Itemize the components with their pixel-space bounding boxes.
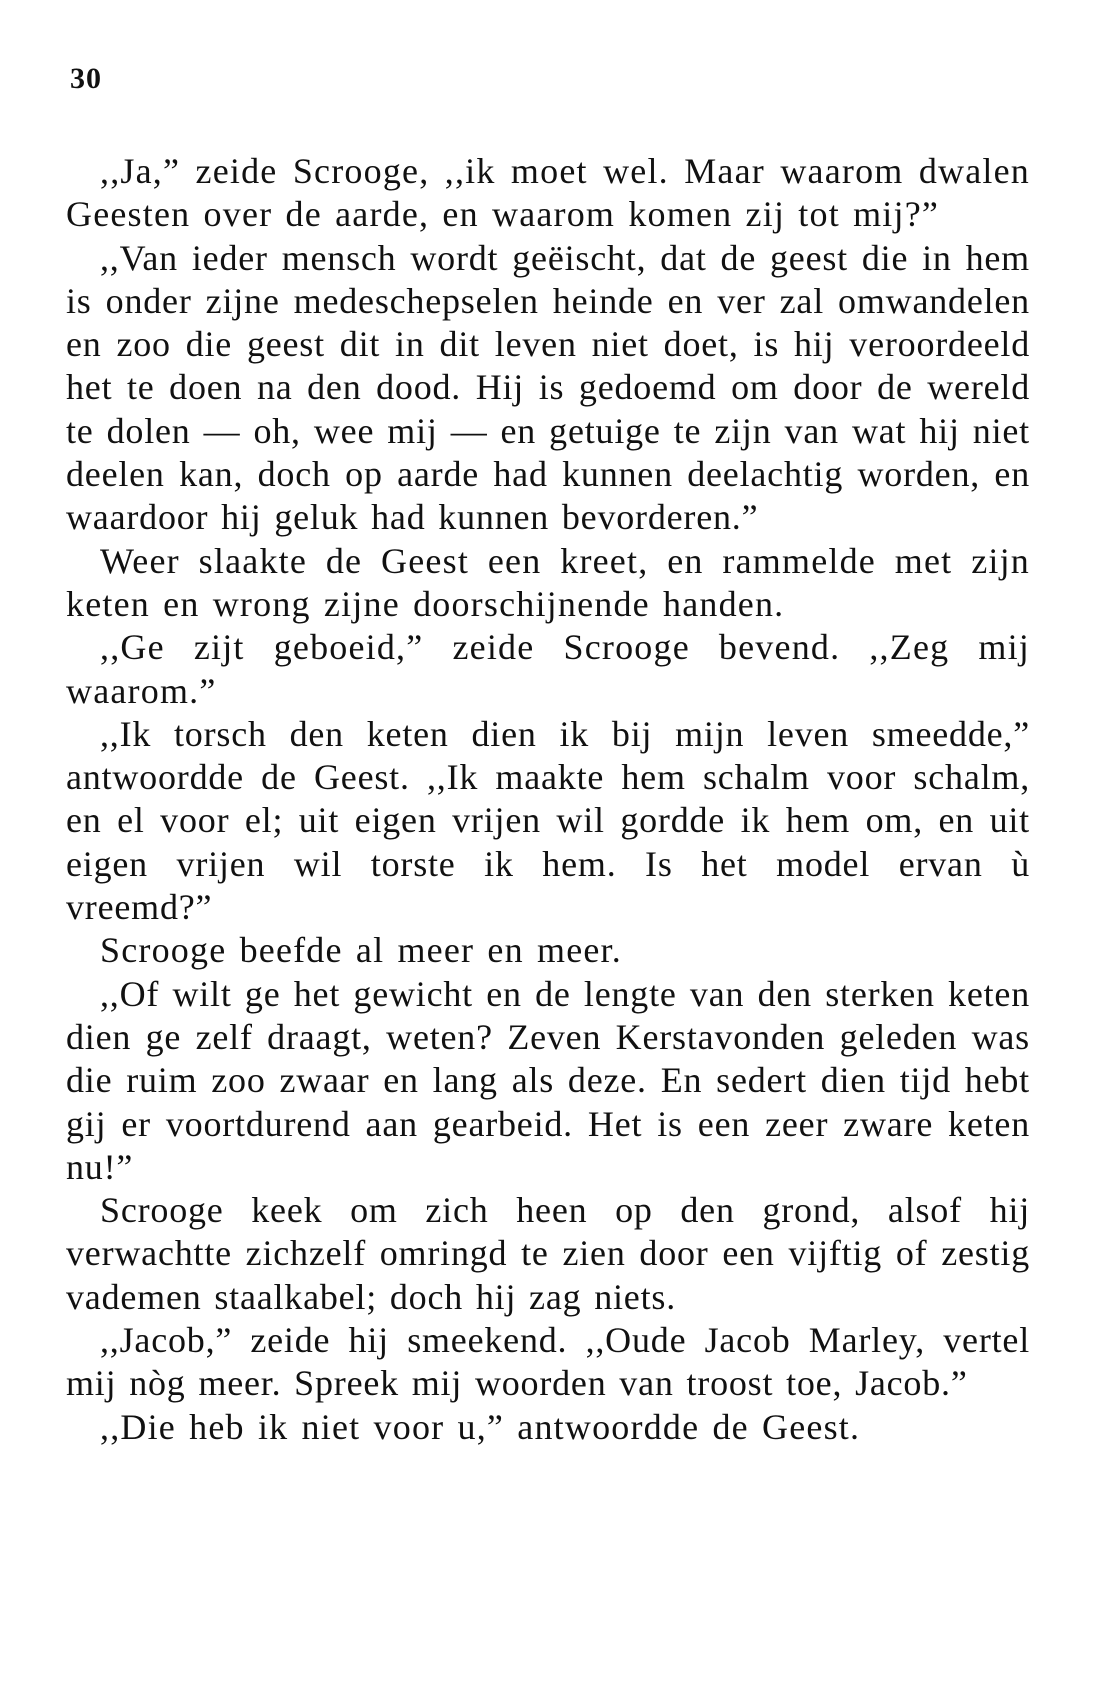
paragraph-6: Scrooge beefde al meer en meer. [100, 930, 622, 971]
body-text [66, 150, 1030, 1449]
paragraph-3: Weer slaakte de Geest een kreet, en rammelde met zijn keten en wrong zijne doorschijnende handen. [66, 540, 1030, 624]
paragraph-8: Scrooge keek om zich heen op den grond, alsof hij verwachtte zichzelf omringd te zien door een vijftig of zestig vademen staalkabel; doch hij zag niets. [66, 1190, 1030, 1317]
paragraph-7: ,,Of wilt ge het gewicht en de lengte van den sterken keten dien ge zelf draagt, weten? Zeven Kerstavonden geleden was die ruim zoo zwaar en lang als deze. En sedert dien tijd hebt gij er voortdurend aan gearbeid. Het is een zeer zware keten nu!” [66, 973, 1030, 1187]
paragraph-10: ,,Die heb ik niet voor u,” antwoordde de Geest. [100, 1406, 861, 1447]
paragraph-1: ,,Ja,” zeide Scrooge, ,,ik moet wel. Maar waarom dwalen Geesten over de aarde, en waarom komen zij tot mij?” [66, 151, 1030, 235]
paragraph-2: ,,Van ieder mensch wordt geëischt, dat de geest die in hem is onder zijne medeschepselen heinde en ver zal omwandelen en zoo die geest dit in dit leven niet doet, is hij veroordeeld het te doen na den dood. Hij is gedoemd om door de wereld te dolen — oh, wee mij — en getuige te zijn van wat hij niet deelen kan, doch op aarde had kunnen deelachtig worden, en waardoor hij geluk had kunnen bevorderen.” [66, 237, 1030, 538]
paragraph-9: ,,Jacob,” zeide hij smeekend. ,,Oude Jacob Marley, vertel mij nòg meer. Spreek mij woorden van troost toe, Jacob.” [66, 1320, 1030, 1404]
page-number: 30 [70, 62, 102, 95]
paragraph-5: ,,Ik torsch den keten dien ik bij mijn leven smeedde,” antwoordde de Geest. ,,Ik maakte hem schalm voor schalm, en el voor el; uit eigen vrijen wil gordde ik hem om, en uit eigen vrijen wil torste ik hem. Is het model ervan ù vreemd?” [66, 713, 1030, 928]
paragraph-4: ,,Ge zijt geboeid,” zeide Scrooge bevend. ,,Zeg mij waarom.” [66, 627, 1030, 711]
